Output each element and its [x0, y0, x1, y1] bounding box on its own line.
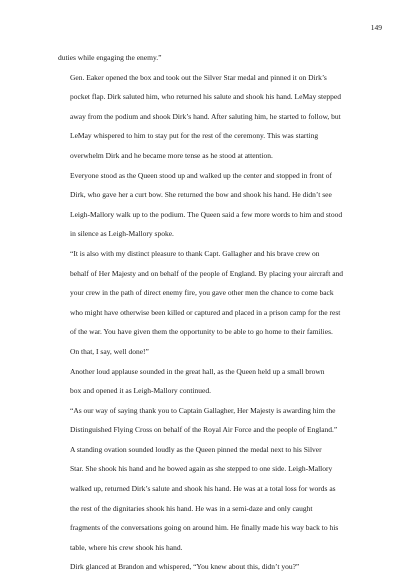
text-line: pocket flap. Dirk saluted him, who returned his salute and shook his hand. LeMay stepped — [70, 92, 341, 102]
paragraph — [58, 166, 380, 244]
text-line: Leigh-Mallory walk up to the podium. The Queen said a few more words to him and stood — [70, 209, 343, 219]
text-line: Distinguished Flying Cross on behalf of the Royal Air Force and the people of England.” — [70, 425, 338, 435]
text-line: “It is also with my distinct pleasure to thank Capt. Gallagher and his brave crew on — [70, 248, 320, 258]
paragraph — [58, 362, 380, 401]
text-line: Everyone stood as the Queen stood up and walked up the center and stopped in front of — [70, 170, 333, 180]
paragraph — [58, 401, 380, 440]
text-line: behalf of Her Majesty and on behalf of the people of England. By placing your aircraft and — [70, 268, 344, 278]
paragraph — [58, 440, 380, 558]
paragraph — [58, 48, 380, 68]
text-line: Dirk, who gave her a curt bow. She returned the bow and shook his hand. He didn’t see — [70, 190, 332, 200]
paragraph — [58, 244, 380, 362]
text-line: Another loud applause sounded in the great hall, as the Queen held up a small brown — [70, 366, 325, 376]
text-line: “As our way of saying thank you to Captain Gallagher, Her Majesty is awarding him the — [70, 405, 336, 415]
text-line: walked up, returned Dirk’s salute and shook his hand. He was at a total loss for words as — [70, 484, 336, 494]
text-line: in silence as Leigh-Mallory spoke. — [70, 229, 174, 239]
text-line: your crew in the path of direct enemy fire, you gave other men the chance to come back — [70, 288, 334, 298]
text-line: Dirk glanced at Brandon and whispered, “You knew about this, didn’t you?” — [70, 562, 300, 572]
text-line: Star. She shook his hand and he bowed again as she stepped to one side. Leigh-Mallory — [70, 464, 333, 474]
text-line: fragments of the conversations going on around him. He finally made his way back to his — [70, 523, 339, 533]
body-text — [58, 48, 380, 577]
text-line: who might have otherwise been killed or captured and placed in a prison camp for the rest — [70, 307, 341, 317]
text-line: the rest of the dignitaries shook his hand. He was in a semi-daze and only caught — [70, 503, 313, 513]
text-line: table, where his crew shook his hand. — [70, 542, 183, 552]
text-line: Gen. Eaker opened the box and took out the Silver Star medal and pinned it on Dirk’s — [70, 72, 327, 82]
text-line: box and opened it as Leigh-Mallory continued. — [70, 386, 212, 396]
text-line: of the war. You have given them the opportunity to be able to go home to their families. — [70, 327, 333, 337]
text-line: away from the podium and shook Dirk’s hand. After saluting him, he started to follow, but — [70, 111, 341, 121]
paragraph — [58, 557, 380, 577]
text-line: overwhelm Dirk and he became more tense as he stood at attention. — [70, 150, 273, 160]
text-line: On that, I say, well done!” — [70, 346, 149, 356]
text-line: LeMay whispered to him to stay put for the rest of the ceremony. This was starting — [70, 131, 319, 141]
page-number: 149 — [370, 23, 382, 32]
text-line: duties while engaging the enemy.” — [58, 53, 162, 62]
paragraph — [58, 68, 380, 166]
text-line: A standing ovation sounded loudly as the Queen pinned the medal next to his Silver — [70, 444, 322, 454]
